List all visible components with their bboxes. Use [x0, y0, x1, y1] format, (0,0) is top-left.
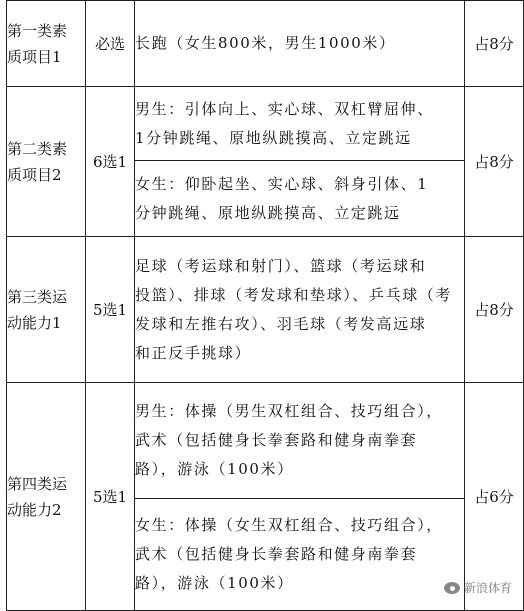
category-line: 第四类运 — [7, 474, 68, 493]
items-cell — [135, 1, 465, 87]
item-line: 女生：体操（女生双杠组合、技巧组合）， — [135, 516, 443, 534]
selection-cell: 必选 — [86, 1, 135, 87]
category-cell — [7, 383, 86, 611]
category-cell — [7, 87, 86, 237]
category-cell — [7, 1, 86, 87]
item-line: 路），游泳（100米） — [135, 574, 294, 592]
item-line: 长跑（女生800米，男生1000米） — [135, 34, 396, 52]
selection-cell: 5选1 — [86, 383, 135, 611]
item-line: 投篮）、排球（考发球和垫球）、乒乓球（考 — [135, 285, 453, 304]
category-line: 第二类素 — [7, 139, 68, 158]
items-cell — [135, 237, 465, 383]
category-line: 第三类运 — [7, 287, 68, 306]
items-cell — [135, 383, 465, 499]
table-row — [7, 1, 524, 87]
item-line: 和正反手挑球） — [135, 343, 252, 362]
items-cell — [135, 87, 465, 161]
weibo-logo-icon — [444, 582, 460, 594]
table-row — [7, 383, 524, 499]
category-line: 质项目2 — [7, 165, 62, 184]
category-line: 质项目1 — [7, 47, 62, 66]
item-line: 足球（考运球和射门）、篮球（考运球和 — [135, 256, 427, 275]
selection-cell: 6选1 — [86, 87, 135, 237]
items-cell — [135, 161, 465, 237]
score-cell: 占8分 — [465, 237, 524, 383]
score-cell: 占8分 — [465, 87, 524, 237]
selection-cell: 5选1 — [86, 237, 135, 383]
item-line: 发球和左推右攻）、羽毛球（考发高远球 — [135, 314, 427, 333]
item-line: 分钟跳绳、原地纵跳摸高、立定跳远 — [135, 203, 401, 222]
category-line: 动能力1 — [7, 313, 62, 332]
table-row — [7, 87, 524, 161]
weibo-watermark — [444, 579, 512, 596]
item-line: 男生：体操（男生双杠组合、技巧组合）， — [135, 402, 443, 420]
watermark-text: 新浪体育 — [463, 581, 512, 595]
category-cell — [7, 237, 86, 383]
score-cell: 占8分 — [465, 1, 524, 87]
exam-items-table — [6, 0, 524, 611]
item-line: 女生：仰卧起坐、实心球、斜身引体、1 — [135, 174, 429, 193]
score-cell: 占6分 — [465, 383, 524, 611]
item-line: 路），游泳（100米） — [135, 460, 294, 478]
item-line: 男生：引体向上、实心球、双杠臂屈伸、 — [135, 99, 434, 118]
category-line: 第一类素 — [7, 21, 68, 40]
category-line: 动能力2 — [7, 500, 62, 519]
items-cell — [135, 499, 465, 611]
item-line: 武术（包括健身长拳套路和健身南拳套 — [135, 431, 418, 449]
table-row — [7, 237, 524, 383]
item-line: 1分钟跳绳、原地纵跳摸高、立定跳远 — [135, 128, 412, 147]
item-line: 武术（包括健身长拳套路和健身南拳套 — [135, 545, 418, 563]
